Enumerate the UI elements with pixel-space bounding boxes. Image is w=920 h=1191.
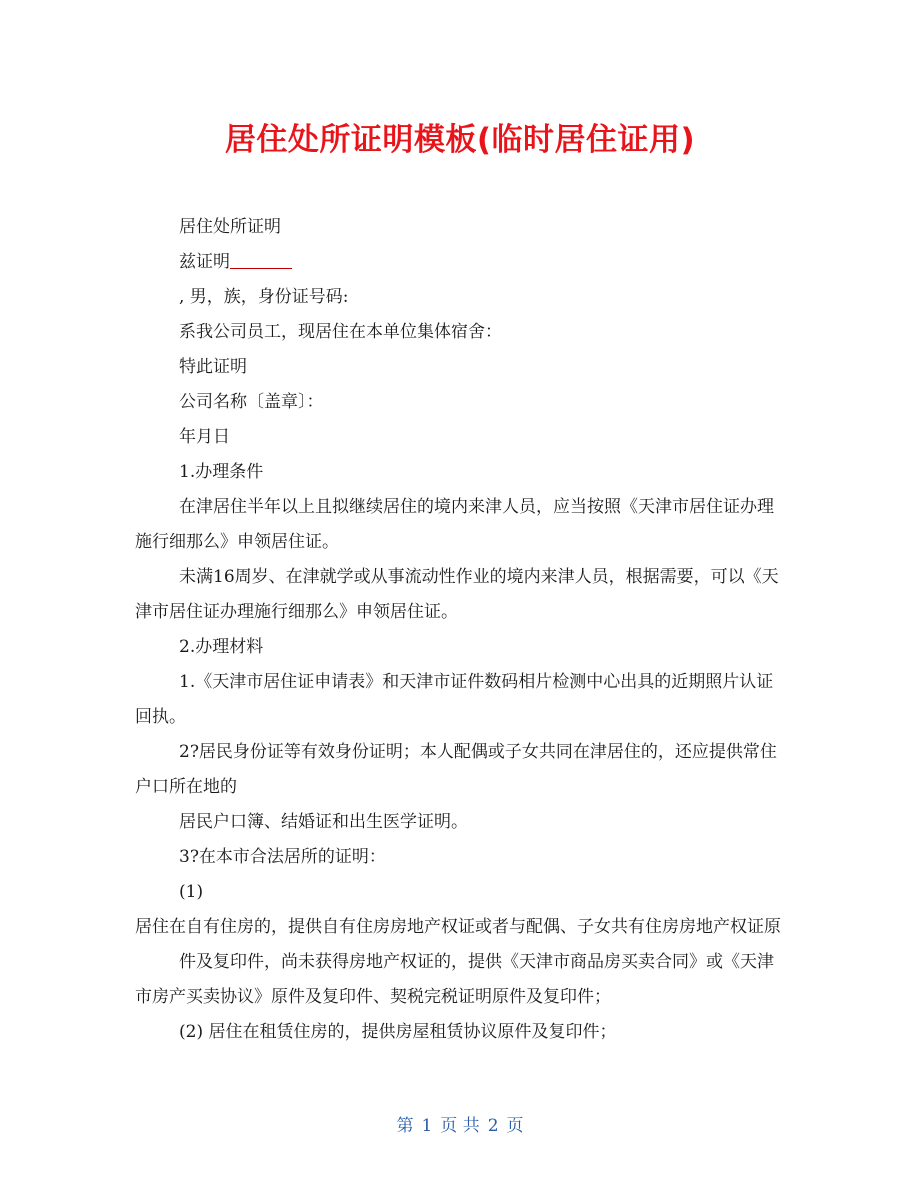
paragraph: 件及复印件，尚未获得房地产权证的，提供《天津市商品房买卖合同》或《天津市房产买卖协议》原件及复印件、契税完税证明原件及复印件； bbox=[135, 952, 774, 1007]
paragraph: 2?居民身份证等有效身份证明；本人配偶或子女共同在津居住的，还应提供常住户口所在地的 bbox=[135, 742, 777, 797]
paragraph: 居民户口簿、结婚证和出生医学证明。 bbox=[179, 812, 468, 832]
paragraph: 系我公司员工，现居住在本单位集体宿舍： bbox=[179, 322, 502, 342]
footer-suffix: 页 bbox=[506, 1116, 524, 1136]
paragraph-certify bbox=[135, 245, 785, 280]
footer-prefix: 第 bbox=[396, 1116, 414, 1136]
paragraph: 年月日 bbox=[179, 427, 230, 447]
paragraph: (2) 居住在租赁住房的，提供房屋租赁协议原件及复印件； bbox=[179, 1022, 617, 1042]
current-page-number: 1 bbox=[421, 1116, 433, 1136]
paragraph: 居住处所证明 bbox=[179, 217, 281, 237]
paragraph: 公司名称〔盖章〕： bbox=[179, 392, 324, 412]
paragraph: 在津居住半年以上且拟继续居住的境内来津人员，应当按照《天津市居住证办理施行细那么》申领居住证。 bbox=[135, 497, 774, 552]
paragraph: (1) bbox=[179, 882, 204, 902]
total-pages-number: 2 bbox=[487, 1116, 499, 1136]
paragraph: 特此证明 bbox=[179, 357, 247, 377]
document-body bbox=[135, 210, 785, 1050]
section-heading: 1.办理条件 bbox=[179, 462, 264, 482]
fill-in-blank bbox=[230, 250, 292, 269]
section-heading: 2.办理材料 bbox=[179, 637, 264, 657]
paragraph: , 男，族，身份证号码: bbox=[179, 287, 349, 307]
footer-page-word: 页 bbox=[440, 1116, 458, 1136]
document-title: 居住处所证明模板(临时居住证用) bbox=[224, 122, 696, 158]
paragraph: 未满16周岁、在津就学或从事流动性作业的境内来津人员，根据需要，可以《天津市居住证办理施行细那么》申领居住证。 bbox=[135, 567, 779, 622]
paragraph: 居住在自有住房的，提供自有住房房地产权证或者与配偶、子女共有住房房地产权证原 bbox=[135, 917, 781, 937]
paragraph-text: 兹证明 bbox=[179, 252, 230, 272]
paragraph: 3?在本市合法居所的证明： bbox=[179, 847, 386, 867]
page-footer bbox=[0, 1112, 920, 1140]
footer-total-word: 共 bbox=[462, 1116, 480, 1136]
paragraph: 1.《天津市居住证申请表》和天津市证件数码相片检测中心出具的近期照片认证回执。 bbox=[135, 672, 774, 727]
